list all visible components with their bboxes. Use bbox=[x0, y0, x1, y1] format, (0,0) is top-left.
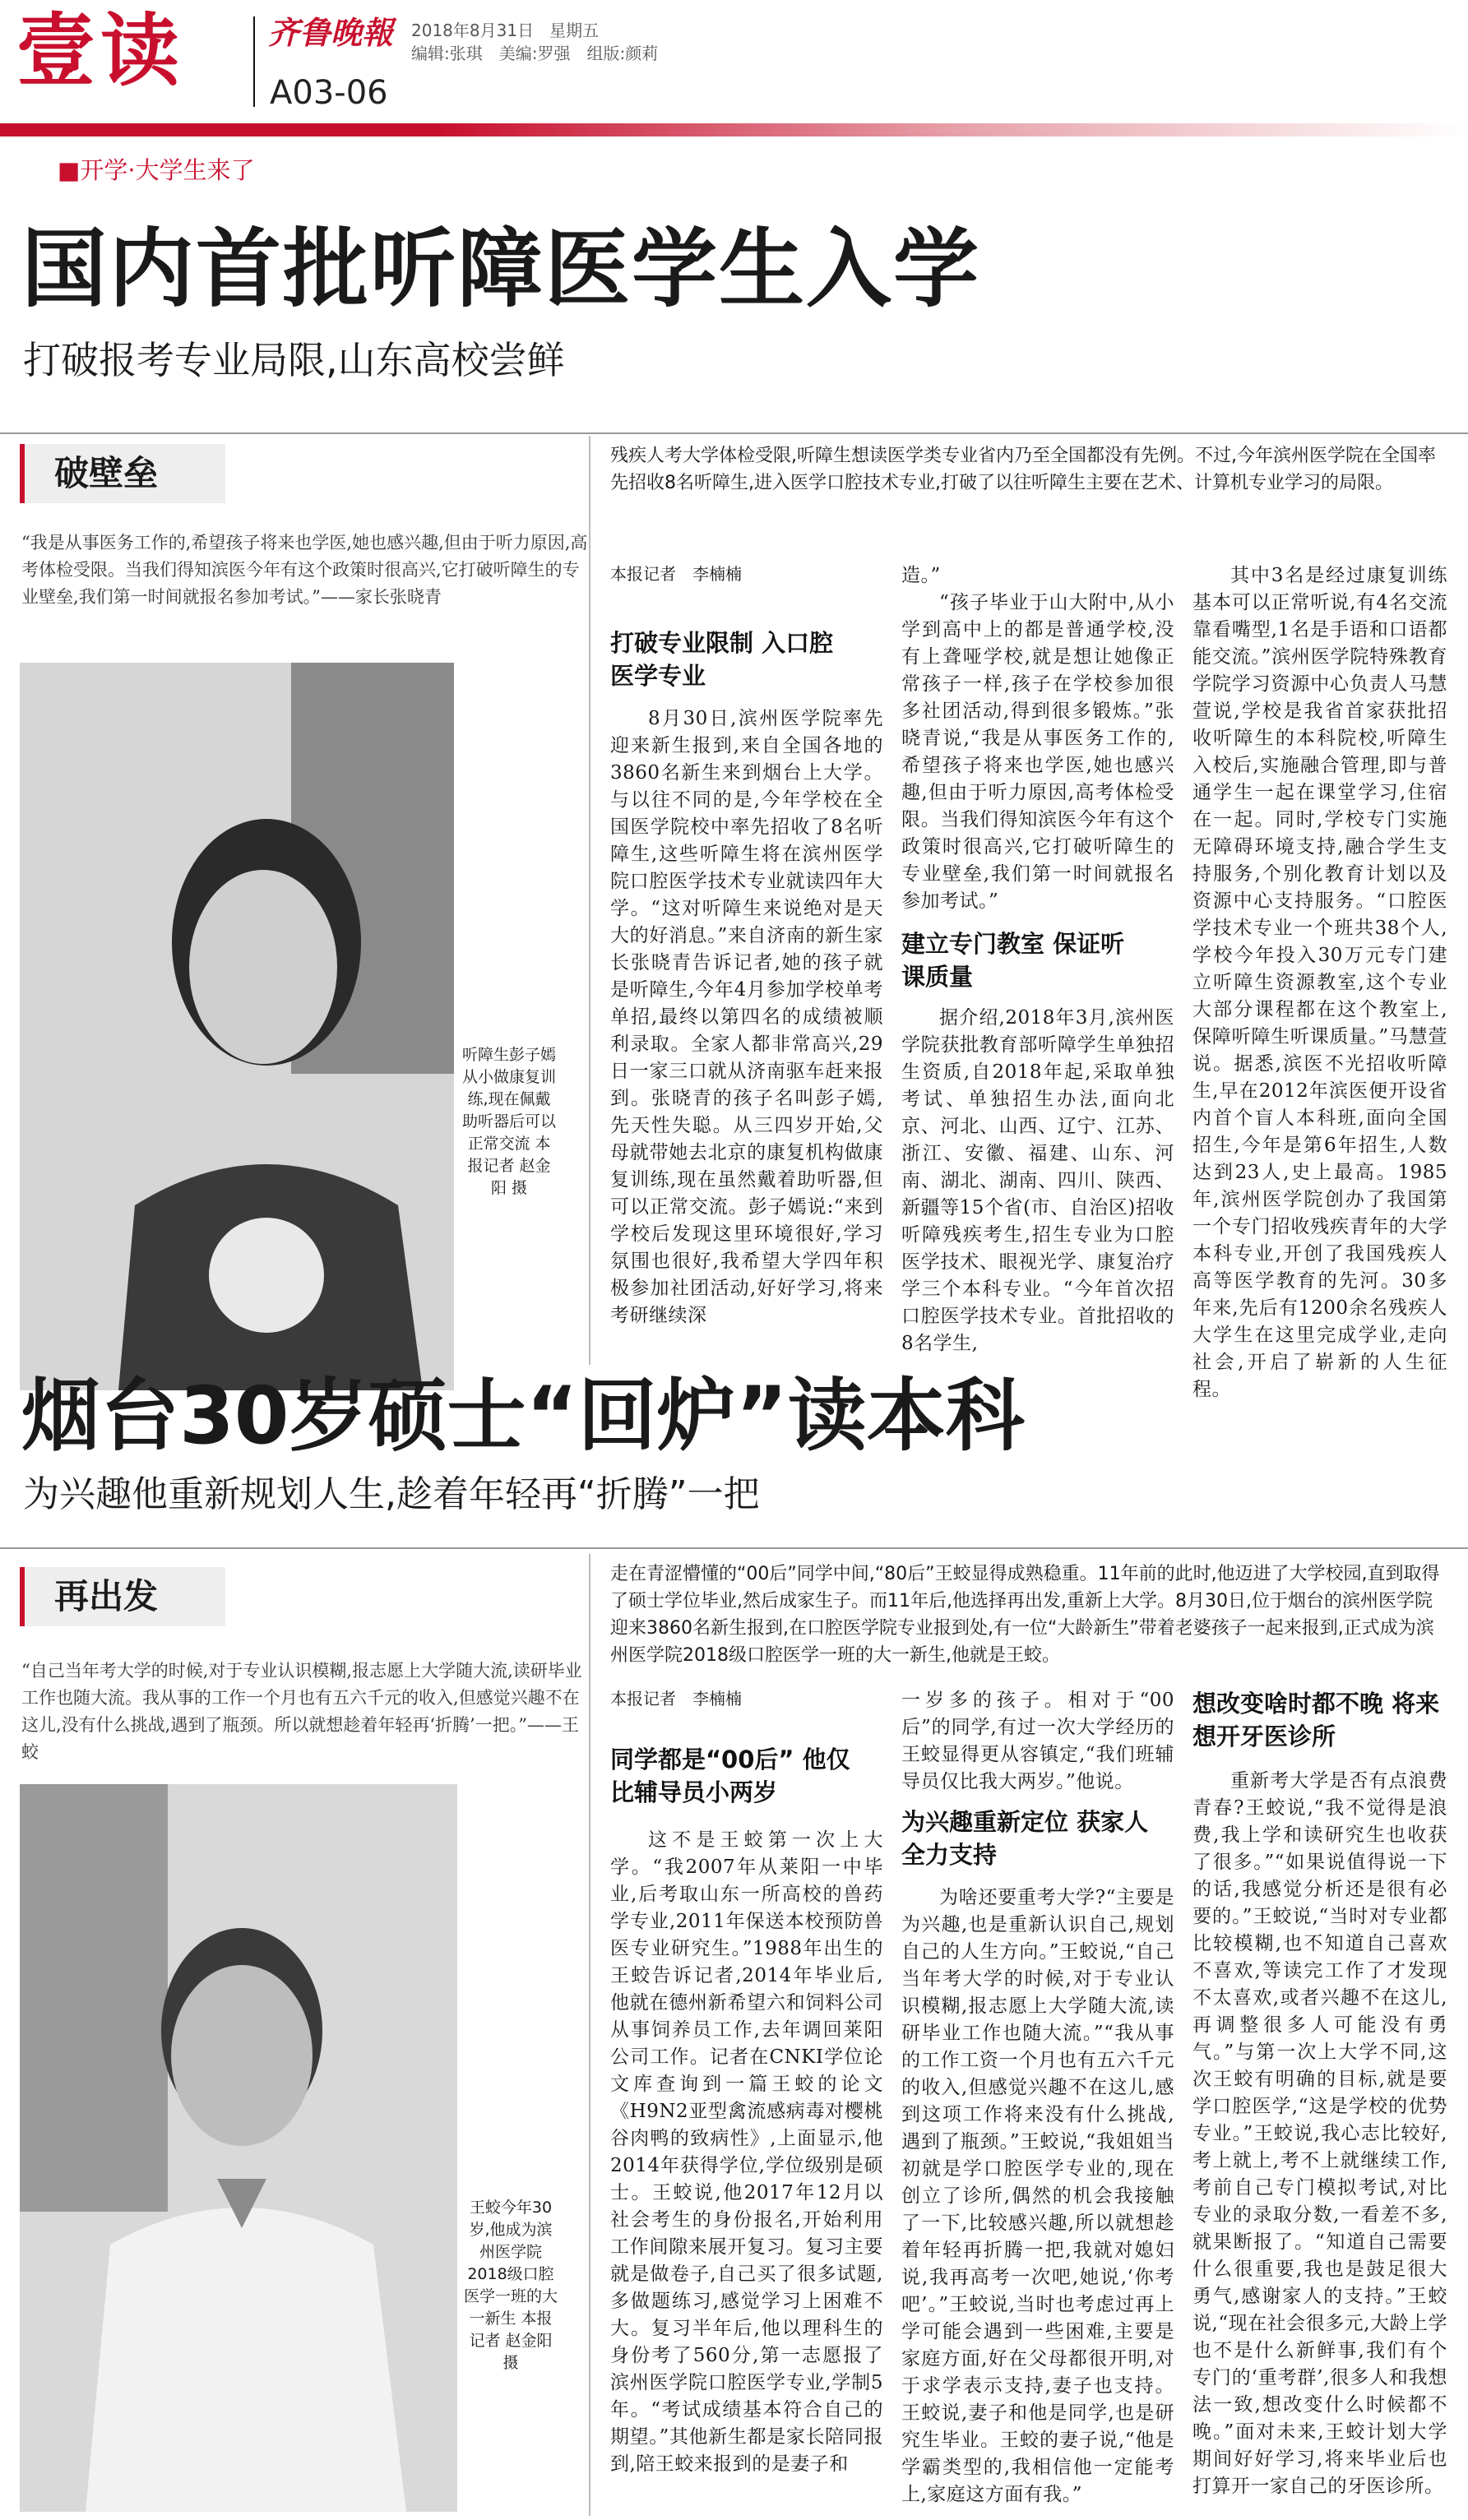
issue-date bbox=[411, 20, 599, 41]
paragraph-continued: 造。” bbox=[901, 565, 941, 586]
byline: 本报记者 李楠楠 bbox=[610, 1689, 742, 1709]
masthead bbox=[0, 0, 1468, 184]
photo-caption: 王蛟今年30岁,他成为滨州医学院2018级口腔医学一班的大一新生 本报记者 赵金阳 摄 bbox=[463, 2199, 558, 2372]
date: 2018年8月31日 bbox=[411, 21, 535, 40]
byline: 本报记者 李楠楠 bbox=[610, 564, 742, 584]
subheadline: 打破报考专业局限,山东高校尝鲜 bbox=[23, 338, 565, 382]
page-range: A03-06 bbox=[270, 74, 388, 112]
body-column-2 bbox=[901, 562, 1174, 916]
divider bbox=[0, 1547, 1468, 1549]
subhead-2: 建立专门教室 保证听课质量 bbox=[901, 930, 1125, 991]
lead-paragraph: 残疾人考大学体检受限,听障生想读医学类专业省内乃至全国都没有先例。不过,今年滨州医学院在全国率先招收8名听障生,进入医学口腔技术专业,打破了以往听障生主要在艺术、计算机专业学习的局限。 bbox=[610, 446, 1436, 493]
paragraph: 据介绍,2018年3月,滨州医学院获批教育部听障学生单独招生资质,自2018年起,采取单独考试、单独招生办法,面向北京、河北、山西、辽宁、江苏、浙江、安徽、福建、山东、河南、湖北、湖南、四川、陕西、新疆等15个省(市、自治区)招收听障残疾考生,招生专业为口腔医学技术、眼视光学、康复治疗学三个本科专业。“今年首次招口腔医学技术专业。首批招收的8名学生, bbox=[901, 1007, 1174, 1354]
headline: 烟台30岁硕士“回炉”读本科 bbox=[21, 1370, 1025, 1462]
subhead-1: 同学都是“00后” 他仅比辅导员小两岁 bbox=[610, 1746, 850, 1806]
staff-credits: 编辑:张琪 美编:罗强 组版:颜莉 bbox=[411, 44, 659, 63]
paragraph: 8月30日,滨州医学院率先迎来新生报到,来自全国各地的3860名新生来到烟台上大学。与以往不同的是,今年学校在全国医学院校中率先招收了8名听障生,这些听障生将在滨州医学院口腔医学技术专业就读四年大学。“这对听障生来说绝对是天大的好消息。”来自济南的新生家长张晓青告诉记者,她的孩子就是听障生,今年4月参加学校单考单招,最终以第四名的成绩被顺利录取。全家人都非常高兴,29日一家三口就从济南驱车赶来报到。张晓青的孩子名叫彭子嫣,先天性失聪。从三四岁开始,父母就带她去北京的康复机构做康复训练,现在虽然戴着助听器,但可以正常交流。彭子嫣说:“来到学校后发现这里环境很好,学习氛围也很好,我希望大学四年积极参加社团活动,好好学习,将来考研继续深 bbox=[610, 708, 883, 1326]
subhead-1: 打破专业限制 入口腔医学专业 bbox=[610, 629, 834, 690]
tag-label: 再出发 bbox=[54, 1576, 159, 1616]
headline: 国内首批听障医学生入学 bbox=[21, 219, 981, 319]
portrait-image bbox=[20, 1784, 457, 2512]
paragraph: 为啥还要重考大学?“主要是为兴趣,也是重新认识自己,规划自己的人生方向。”王蛟说,“自己当年考大学的时候,对于专业认识模糊,报志愿上大学随大流,读研毕业工作也随大流。”“我从事的工作工资一个月也有五六千元的收入,但感觉兴趣不在这儿,感到这项工作将来没有什么挑战,遇到了瓶颈。”王蛟说,“我姐姐当初就是学口腔医学专业的,现在创立了诊所,偶然的机会我接触了一下,比较感兴趣,所以就想趁着年轻再折腾一把,我就对媳妇说,我再高考一次吧,她说,‘你考吧’。”王蛟说,当时也考虑过再上学可能会遇到一些困难,主要是家庭方面,好在父母都很开明,对于求学表示支持,妻子也支持。王蛟说,妻子和他是同学,也是研究生毕业。王蛟的妻子说,“他是学霸类型的,我相信他一定能考上,家庭这方面有我。” bbox=[901, 1887, 1174, 2505]
body-column-1 bbox=[610, 1827, 883, 2516]
photo-student bbox=[20, 663, 454, 1390]
subheadline: 为兴趣他重新规划人生,趁着年轻再“折腾”一把 bbox=[23, 1473, 760, 1515]
weekday: 星期五 bbox=[549, 21, 600, 40]
body-column-3 bbox=[1192, 1768, 1447, 2516]
column-rule bbox=[589, 436, 590, 1365]
photo-student bbox=[20, 1784, 457, 2512]
section-tag bbox=[20, 1567, 225, 1626]
section-tag bbox=[20, 444, 225, 503]
pull-quote: “我是从事医务工作的,希望孩子将来也学医,她也感兴趣,但由于听力原因,高考体检受限。当我们得知滨医今年有这个政策时很高兴,它打破听障生的专业壁垒,我们第一时间就报名参加考试。”——家长张晓青 bbox=[21, 533, 588, 607]
paragraph: “孩子毕业于山大附中,从小学到高中上的都是普通学校,没有上聋哑学校,就是想让她像正常孩子一样,孩子在学校参加很多社团活动,得到很多锻炼。”张晓青说,“我是从事医务工作的,希望孩子将来也学医,她也感兴趣,但由于听力原因,高考体检受限。当我们得知滨医今年有这个政策时很高兴,它打破听障生的专业壁垒,我们第一时间就报名参加考试。” bbox=[901, 592, 1174, 912]
body-column-2 bbox=[901, 1687, 1174, 1796]
photo-caption: 听障生彭子嫣从小做康复训练,现在佩戴助听器后可以正常交流 本报记者 赵金阳 摄 bbox=[461, 1046, 556, 1197]
header-color-band bbox=[0, 123, 1468, 136]
body-column-1 bbox=[610, 705, 883, 1363]
body-column-2b bbox=[901, 1005, 1174, 1363]
divider bbox=[0, 432, 1468, 434]
subhead-2: 为兴趣重新定位 获家人全力支持 bbox=[901, 1808, 1149, 1869]
subhead-3: 想改变啥时都不晚 将来想开牙医诊所 bbox=[1192, 1690, 1440, 1750]
paragraph: 其中3名是经过康复训练基本可以正常听说,有4名交流靠看嘴型,1名是手语和口语都能交流。”滨州医学院特殊教育学院学习资源中心负责人马慧萱说,学校是我省首家获批招收听障生的本科院校,听障生入校后,实施融合管理,即与普通学生一起在课堂学习,住宿在一起。同时,学校专门实施无障碍环境支持,融合学生支持服务,个别化教育计划以及资源中心支持服务。“口腔医学技术专业一个班共38个人,学校今年投入30万元专门建立听障生资源教室,这个专业大部分课程都在这个教室上,保障听障生听课质量。”马慧萱说。据悉,滨医不光招收听障生,早在2012年滨医便开设省内首个盲人本科班,面向全国招生,今年是第6年招生,人数达到23人,史上最高。1985年,滨州医学院创办了我国第一个专门招收残疾青年的大学本科专业,开创了我国残疾人高等医学教育的先河。30多年来,先后有1200余名残疾人大学生在这里完成学业,走向社会,开启了崭新的人生征程。 bbox=[1192, 565, 1447, 1400]
paragraph: 这不是王蛟第一次上大学。“我2007年从莱阳一中毕业,后考取山东一所高校的兽药学专业,2011年保送本校预防兽医专业研究生。”1988年出生的王蛟告诉记者,2014年毕业后,他就在德州新希望六和饲料公司从事饲养员工作,去年调回莱阳公司工作。记者在CNKI学位论文库查询到一篇王蛟的论文《H9N2亚型禽流感病毒对樱桃谷肉鸭的致病性》,上面显示,他2014年获得学位,学位级别是硕士。王蛟说,他2017年12月以社会考生的身份报名,开始利用工作间隙来展开复习。复习主要就是做卷子,自己买了很多试题,多做题练习,感觉学习上困难不大。复习半年后,他以理科生的身份考了560分,第一志愿报了滨州医学院口腔医学专业,学制5年。“考试成绩基本符合自己的期望。”其他新生都是家长陪同报到,陪王蛟来报到的是妻子和 bbox=[610, 1829, 883, 2475]
body-column-3 bbox=[1192, 562, 1447, 1400]
portrait-image bbox=[20, 663, 454, 1390]
column-label: ■开学·大学生来了 bbox=[58, 156, 255, 184]
paragraph-continued: 一岁多的孩子。相对于“00后”的同学,有过一次大学经历的王蛟显得更从容镇定,“我们班辅导员仅比我大两岁。”他说。 bbox=[901, 1690, 1174, 1792]
column-rule bbox=[589, 1554, 590, 2516]
paragraph: 重新考大学是否有点浪费青春?王蛟说,“我不觉得是浪费,我上学和读研究生也收获了很多。”“如果说值得说一下的话,我感觉分析还是很有必要的。”王蛟说,“当时对专业都比较模糊,也不知道自己喜欢不喜欢,等读完工作了才发现不太喜欢,或者兴趣不在这儿,再调整很多人可能没有勇气。”与第一次上大学不同,这次王蛟有明确的目标,就是要学口腔医学,“这是学校的优势专业。”王蛟说,我心志比较好,考上就上,考不上就继续工作,考前自己专门模拟考试,对比专业的录取分数,一看差不多,就果断报了。“知道自己需要什么很重要,我也是鼓足很大勇气,感谢家人的支持。”王蛟说,“现在社会很多元,大龄上学也不是什么新鲜事,我们有个专门的‘重考群’,很多人和我想法一致,想改变什么时候都不晚。”面对未来,王蛟计划大学期间好好学习,将来毕业后也打算开一家自己的牙医诊所。 bbox=[1192, 1770, 1447, 2497]
paper-logo: 齐鲁晚報 bbox=[268, 14, 394, 51]
tag-label: 破壁垒 bbox=[54, 453, 159, 493]
lead-paragraph: 走在青涩懵懂的“00后”同学中间,“80后”王蛟显得成熟稳重。11年前的此时,他迈进了大学校园,直到取得了硕士学位毕业,然后成家生子。而11年后,他选择再出发,重新上大学。8月30日,位于烟台的滨州医学院迎来3860名新生报到,在口腔医学院专业报到处,有一位“大龄新生”带着老婆孩子一起来报到,正式成为滨州医学院2018级口腔医学一班的大一新生,他就是王蛟。 bbox=[610, 1564, 1440, 1666]
section-name: 壹读 bbox=[16, 5, 184, 97]
pull-quote: “自己当年考大学的时候,对于专业认识模糊,报志愿上大学随大流,读研毕业工作也随大流。我从事的工作一个月也有五六千元的收入,但感觉兴趣不在这儿,没有什么挑战,遇到了瓶颈。所以就想趁着年轻再‘折腾’一把。”——王蛟 bbox=[21, 1661, 582, 1762]
body-column-2b bbox=[901, 1884, 1174, 2516]
header-divider bbox=[253, 16, 255, 107]
